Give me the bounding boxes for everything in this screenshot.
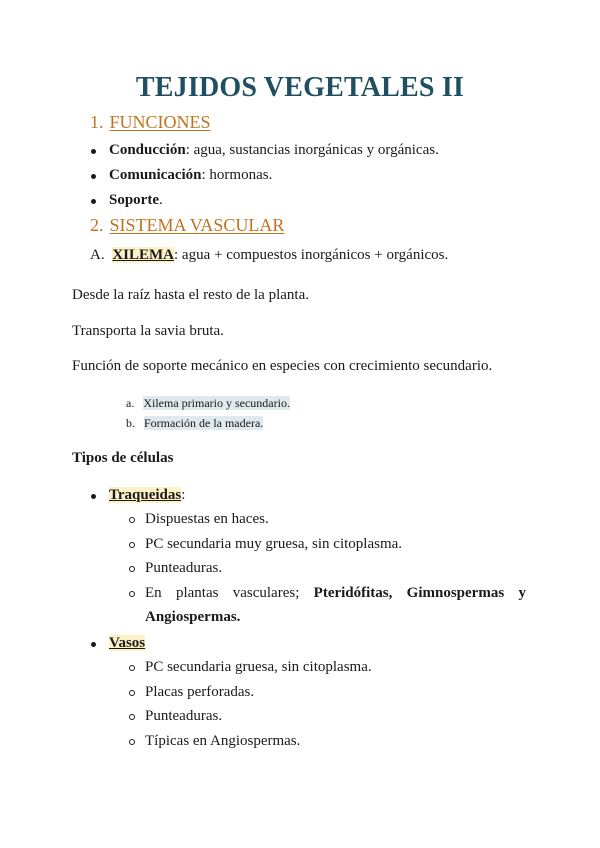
bullet-icon	[91, 199, 96, 204]
word-bold: Angiospermas.	[145, 609, 241, 625]
sub-list-item: Típicas en Angiospermas.	[145, 733, 301, 749]
sub-list-item-continuation	[145, 609, 240, 626]
list-item-text: : hormonas.	[201, 167, 273, 183]
sublist-item	[126, 396, 290, 411]
sublist-text: Xilema primario y secundario.	[143, 396, 290, 410]
sublist-item	[126, 416, 263, 431]
word: En	[145, 585, 162, 601]
paragraph: Transporta la savia bruta.	[72, 323, 224, 339]
circle-bullet-icon	[129, 566, 135, 572]
xilema-line	[90, 247, 448, 264]
section-number: 1.	[90, 112, 104, 132]
word-bold: Pteridófitas,	[313, 585, 393, 601]
sublist-text: Formación de la madera.	[144, 416, 264, 430]
circle-bullet-icon	[129, 517, 135, 523]
section-heading-funciones	[90, 112, 211, 133]
list-item-text: .	[159, 192, 163, 208]
section-title: FUNCIONES	[109, 112, 211, 132]
xilema-text: : agua + compuestos inorgánicos + orgánicos.	[174, 247, 449, 263]
sub-list-item: Placas perforadas.	[145, 684, 255, 700]
word: vasculares;	[232, 585, 300, 601]
bullet-icon	[91, 174, 96, 179]
paragraph: Desde la raíz hasta el resto de la planta.	[72, 287, 309, 303]
list-letter: A.	[90, 247, 105, 263]
sub-list-item: Punteaduras.	[145, 560, 223, 576]
paragraph: Función de soporte mecánico en especies con crecimiento secundario.	[72, 358, 493, 374]
subheading-tipos: Tipos de células	[72, 450, 174, 466]
list-item	[109, 142, 439, 159]
sub-list-item: Dispuestas en haces.	[145, 511, 269, 527]
list-item-traqueidas	[109, 487, 185, 504]
circle-bullet-icon	[129, 665, 135, 671]
traqueidas-suffix: :	[181, 487, 186, 503]
sublist-marker: b.	[126, 416, 135, 430]
word-bold: Gimnospermas	[406, 585, 505, 601]
word: plantas	[175, 585, 219, 601]
word-bold: y	[518, 585, 526, 601]
page-title: TEJIDOS VEGETALES II	[135, 72, 465, 103]
traqueidas-label: Traqueidas	[109, 487, 182, 503]
circle-bullet-icon	[129, 739, 135, 745]
sub-list-item: PC secundaria gruesa, sin citoplasma.	[145, 659, 372, 675]
circle-bullet-icon	[129, 591, 135, 597]
sublist-marker: a.	[126, 396, 135, 410]
list-item-term: Conducción	[109, 142, 186, 158]
circle-bullet-icon	[129, 542, 135, 548]
sub-list-item: Punteaduras.	[145, 708, 223, 724]
list-item-term: Soporte	[109, 192, 159, 208]
section-number: 2.	[90, 215, 104, 235]
circle-bullet-icon	[129, 714, 135, 720]
list-item-text: : agua, sustancias inorgánicas y orgánicas.	[185, 142, 439, 158]
bullet-icon	[91, 494, 96, 499]
sub-list-item-justified	[145, 585, 526, 602]
bullet-icon	[91, 149, 96, 154]
bullet-icon	[91, 642, 96, 647]
vasos-label: Vasos	[109, 635, 146, 651]
list-item	[109, 167, 272, 184]
section-heading-sistema-vascular	[90, 215, 284, 236]
xilema-term: XILEMA	[112, 247, 175, 263]
list-item-vasos	[109, 635, 145, 652]
list-item	[109, 192, 163, 209]
circle-bullet-icon	[129, 690, 135, 696]
sub-list-item: PC secundaria muy gruesa, sin citoplasma.	[145, 536, 403, 552]
section-title: SISTEMA VASCULAR	[109, 215, 285, 235]
list-item-term: Comunicación	[109, 167, 202, 183]
